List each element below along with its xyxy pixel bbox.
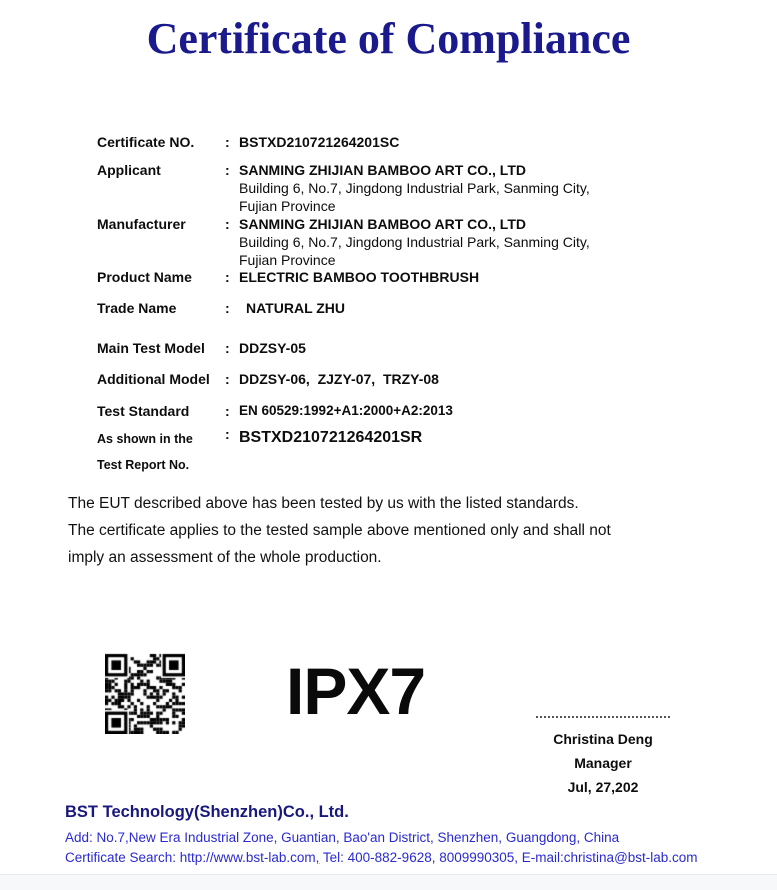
field-label: Test Standard	[97, 403, 190, 419]
manufacturer-address-line1: Building 6, No.7, Jingdong Industrial Park, Sanming City,	[239, 234, 590, 250]
field-label: Manufacturer	[97, 216, 186, 232]
field-label: Product Name	[97, 269, 192, 285]
notice-line: The certificate applies to the tested sample above mentioned only and shall not	[68, 522, 611, 539]
field-colon: :	[225, 371, 230, 387]
field-colon: :	[225, 340, 230, 356]
applicant-name: SANMING ZHIJIAN BAMBOO ART CO., LTD	[239, 162, 526, 178]
contact-info: Tel: 400-882-9628, 8009990305, E-mail:christina@bst-lab.com	[319, 850, 698, 865]
applicant-value	[239, 161, 590, 215]
field-label	[97, 426, 225, 478]
test-standard-value: EN 60529:1992+A1:2000+A2:2013	[239, 403, 453, 418]
issuer-footer	[65, 803, 725, 865]
issuer-company-name: BST Technology(Shenzhen)Co., Ltd.	[65, 803, 349, 821]
field-colon: :	[225, 134, 230, 150]
field-trade-name	[97, 300, 697, 316]
certificate-number: BSTXD210721264201SC	[239, 134, 400, 150]
field-additional-model	[97, 371, 697, 387]
field-test-standard	[97, 403, 697, 419]
field-applicant	[97, 161, 697, 215]
certificate-search-url[interactable]: http://www.bst-lab.com	[179, 850, 316, 865]
field-colon: :	[225, 162, 230, 178]
signature-date: Jul, 27,202	[567, 779, 639, 795]
issuer-address: Add: No.7,New Era Industrial Zone, Guantian, Bao'an District, Shenzhen, Guangdong, China	[65, 830, 620, 845]
ipx-rating: IPX7	[286, 654, 426, 728]
field-colon: :	[225, 300, 230, 316]
qr-code	[105, 651, 185, 734]
applicant-address-line1: Building 6, No.7, Jingdong Industrial Park, Sanming City,	[239, 180, 590, 196]
notice-paragraph	[68, 490, 708, 571]
viewport-bottom-band	[0, 874, 777, 890]
applicant-address-line2: Fujian Province	[239, 198, 336, 214]
manufacturer-value	[239, 215, 590, 269]
field-product-name	[97, 269, 697, 285]
field-label: Trade Name	[97, 300, 177, 316]
signature-dotted-line	[536, 716, 670, 718]
field-colon: :	[225, 426, 230, 442]
field-label: Certificate NO.	[97, 134, 195, 150]
certificate-search-line	[65, 850, 725, 865]
field-colon: :	[225, 403, 230, 419]
report-label-line2: Test Report No.	[97, 458, 190, 472]
test-report-number: BSTXD210721264201SR	[239, 429, 423, 446]
manufacturer-name: SANMING ZHIJIAN BAMBOO ART CO., LTD	[239, 216, 526, 232]
trade-name-value: NATURAL ZHU	[246, 300, 346, 316]
url-separator: ,	[315, 850, 320, 865]
certificate-search-label: Certificate Search:	[65, 850, 180, 865]
notice-line: imply an assessment of the whole production.	[68, 549, 382, 566]
field-colon: :	[225, 216, 230, 232]
field-test-report-no	[97, 426, 697, 478]
signature-block	[528, 716, 678, 796]
field-label: Additional Model	[97, 371, 210, 387]
field-main-test-model	[97, 340, 697, 356]
field-manufacturer	[97, 215, 697, 269]
certificate-title: Certificate of Compliance	[146, 14, 631, 63]
field-label: Applicant	[97, 162, 161, 178]
signer-role: Manager	[574, 755, 632, 771]
signer-name: Christina Deng	[553, 731, 653, 747]
main-test-model-value: DDZSY-05	[239, 340, 306, 356]
product-name-value: ELECTRIC BAMBOO TOOTHBRUSH	[239, 269, 480, 285]
report-label-line1: As shown in the	[97, 432, 193, 446]
additional-model-value: DDZSY-06, ZJZY-07, TRZY-08	[239, 371, 439, 387]
manufacturer-address-line2: Fujian Province	[239, 252, 336, 268]
field-certificate-no	[97, 134, 697, 150]
certificate-fields	[97, 134, 697, 478]
notice-line: The EUT described above has been tested by us with the listed standards.	[68, 495, 579, 512]
field-label: Main Test Model	[97, 340, 205, 356]
field-colon: :	[225, 269, 230, 285]
